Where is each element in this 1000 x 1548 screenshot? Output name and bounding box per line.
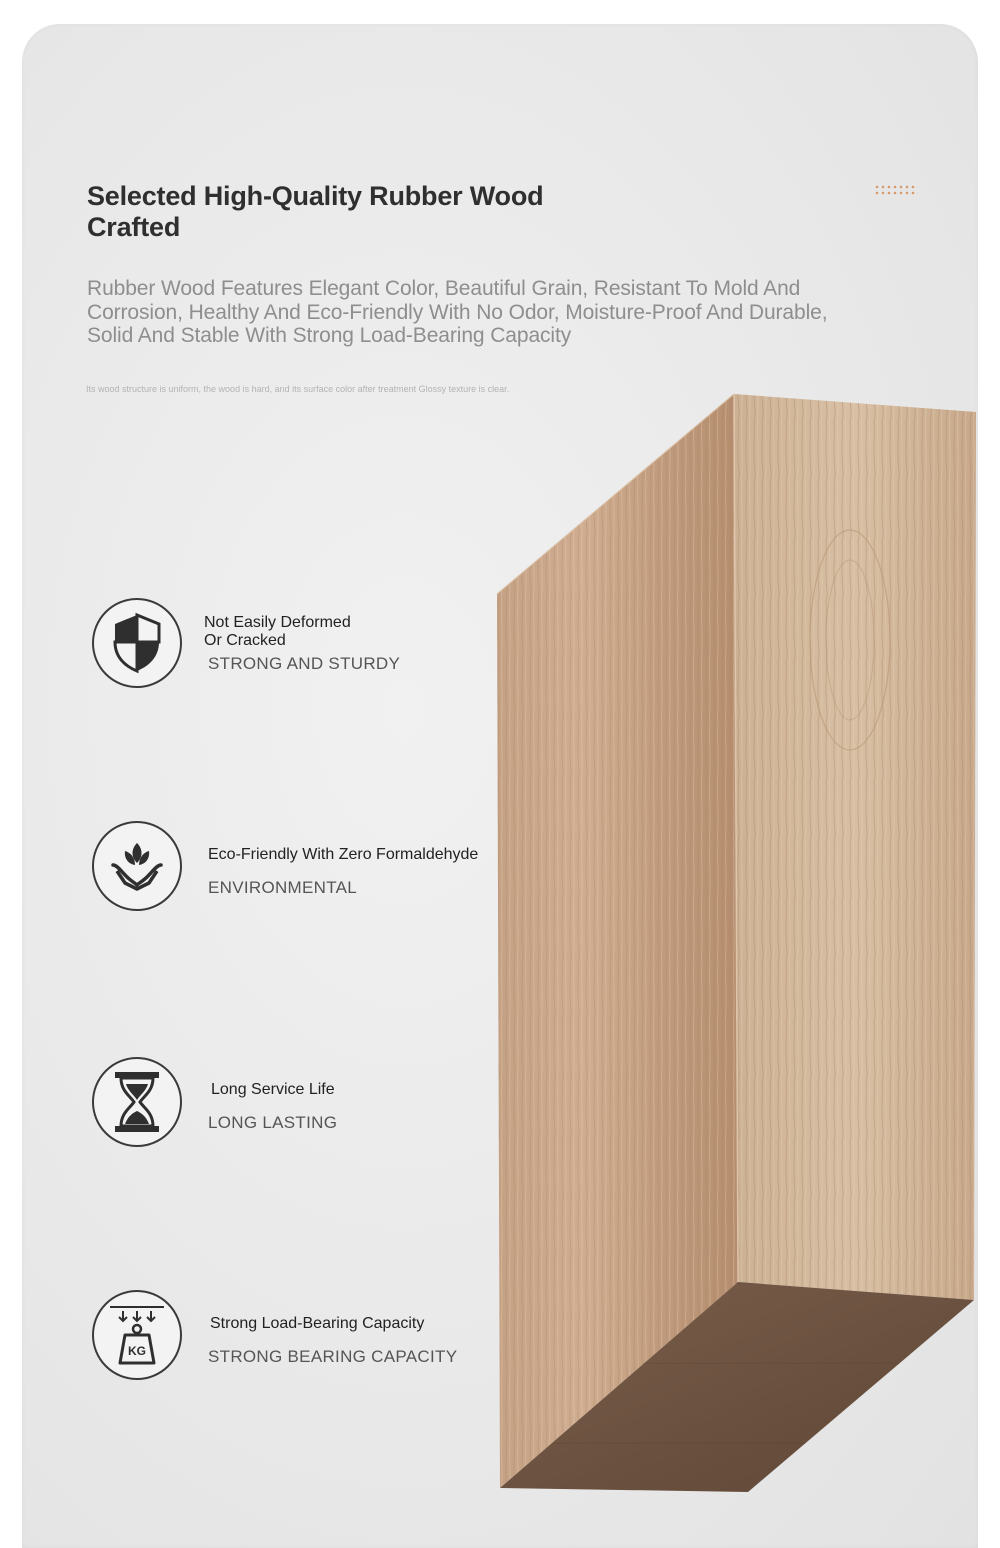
- page-title: Selected High-Quality Rubber Wood Crafted: [87, 181, 544, 242]
- feature-title-eco: Eco-Friendly With Zero Formaldehyde: [208, 846, 479, 863]
- feature-title-line2: Or Cracked: [204, 632, 286, 649]
- feature-subtitle-bearing: STRONG BEARING CAPACITY: [208, 1347, 458, 1366]
- feature-title-service: Long Service Life: [211, 1081, 335, 1098]
- decorative-dots: [874, 184, 918, 196]
- feature-subtitle-environmental: ENVIRONMENTAL: [208, 878, 358, 897]
- leaf-hands-icon: [92, 821, 182, 911]
- feature-title-line1: Not Easily Deformed: [204, 614, 351, 631]
- feature-subtitle-sturdy: STRONG AND STURDY: [208, 654, 401, 673]
- feature-title-deform: [204, 614, 351, 650]
- kg-icon-label: KG: [128, 1344, 146, 1358]
- description: Rubber Wood Features Elegant Color, Beautiful Grain, Resistant To Mold And Corrosion, Healthy And Eco-Friendly With No Odor, Moisture-Proof And Durable, Solid And Stable With Strong Load-Bearing Capacity: [87, 277, 828, 347]
- feature-title-load: Strong Load-Bearing Capacity: [210, 1315, 425, 1332]
- hourglass-icon: [92, 1057, 182, 1147]
- small-note: Its wood structure is uniform, the wood is hard, and its surface color after treatment Glossy texture is clear.: [86, 384, 510, 394]
- weight-kg-icon: [92, 1290, 182, 1380]
- feature-subtitle-lasting: LONG LASTING: [208, 1113, 338, 1132]
- shield-icon: [92, 598, 182, 688]
